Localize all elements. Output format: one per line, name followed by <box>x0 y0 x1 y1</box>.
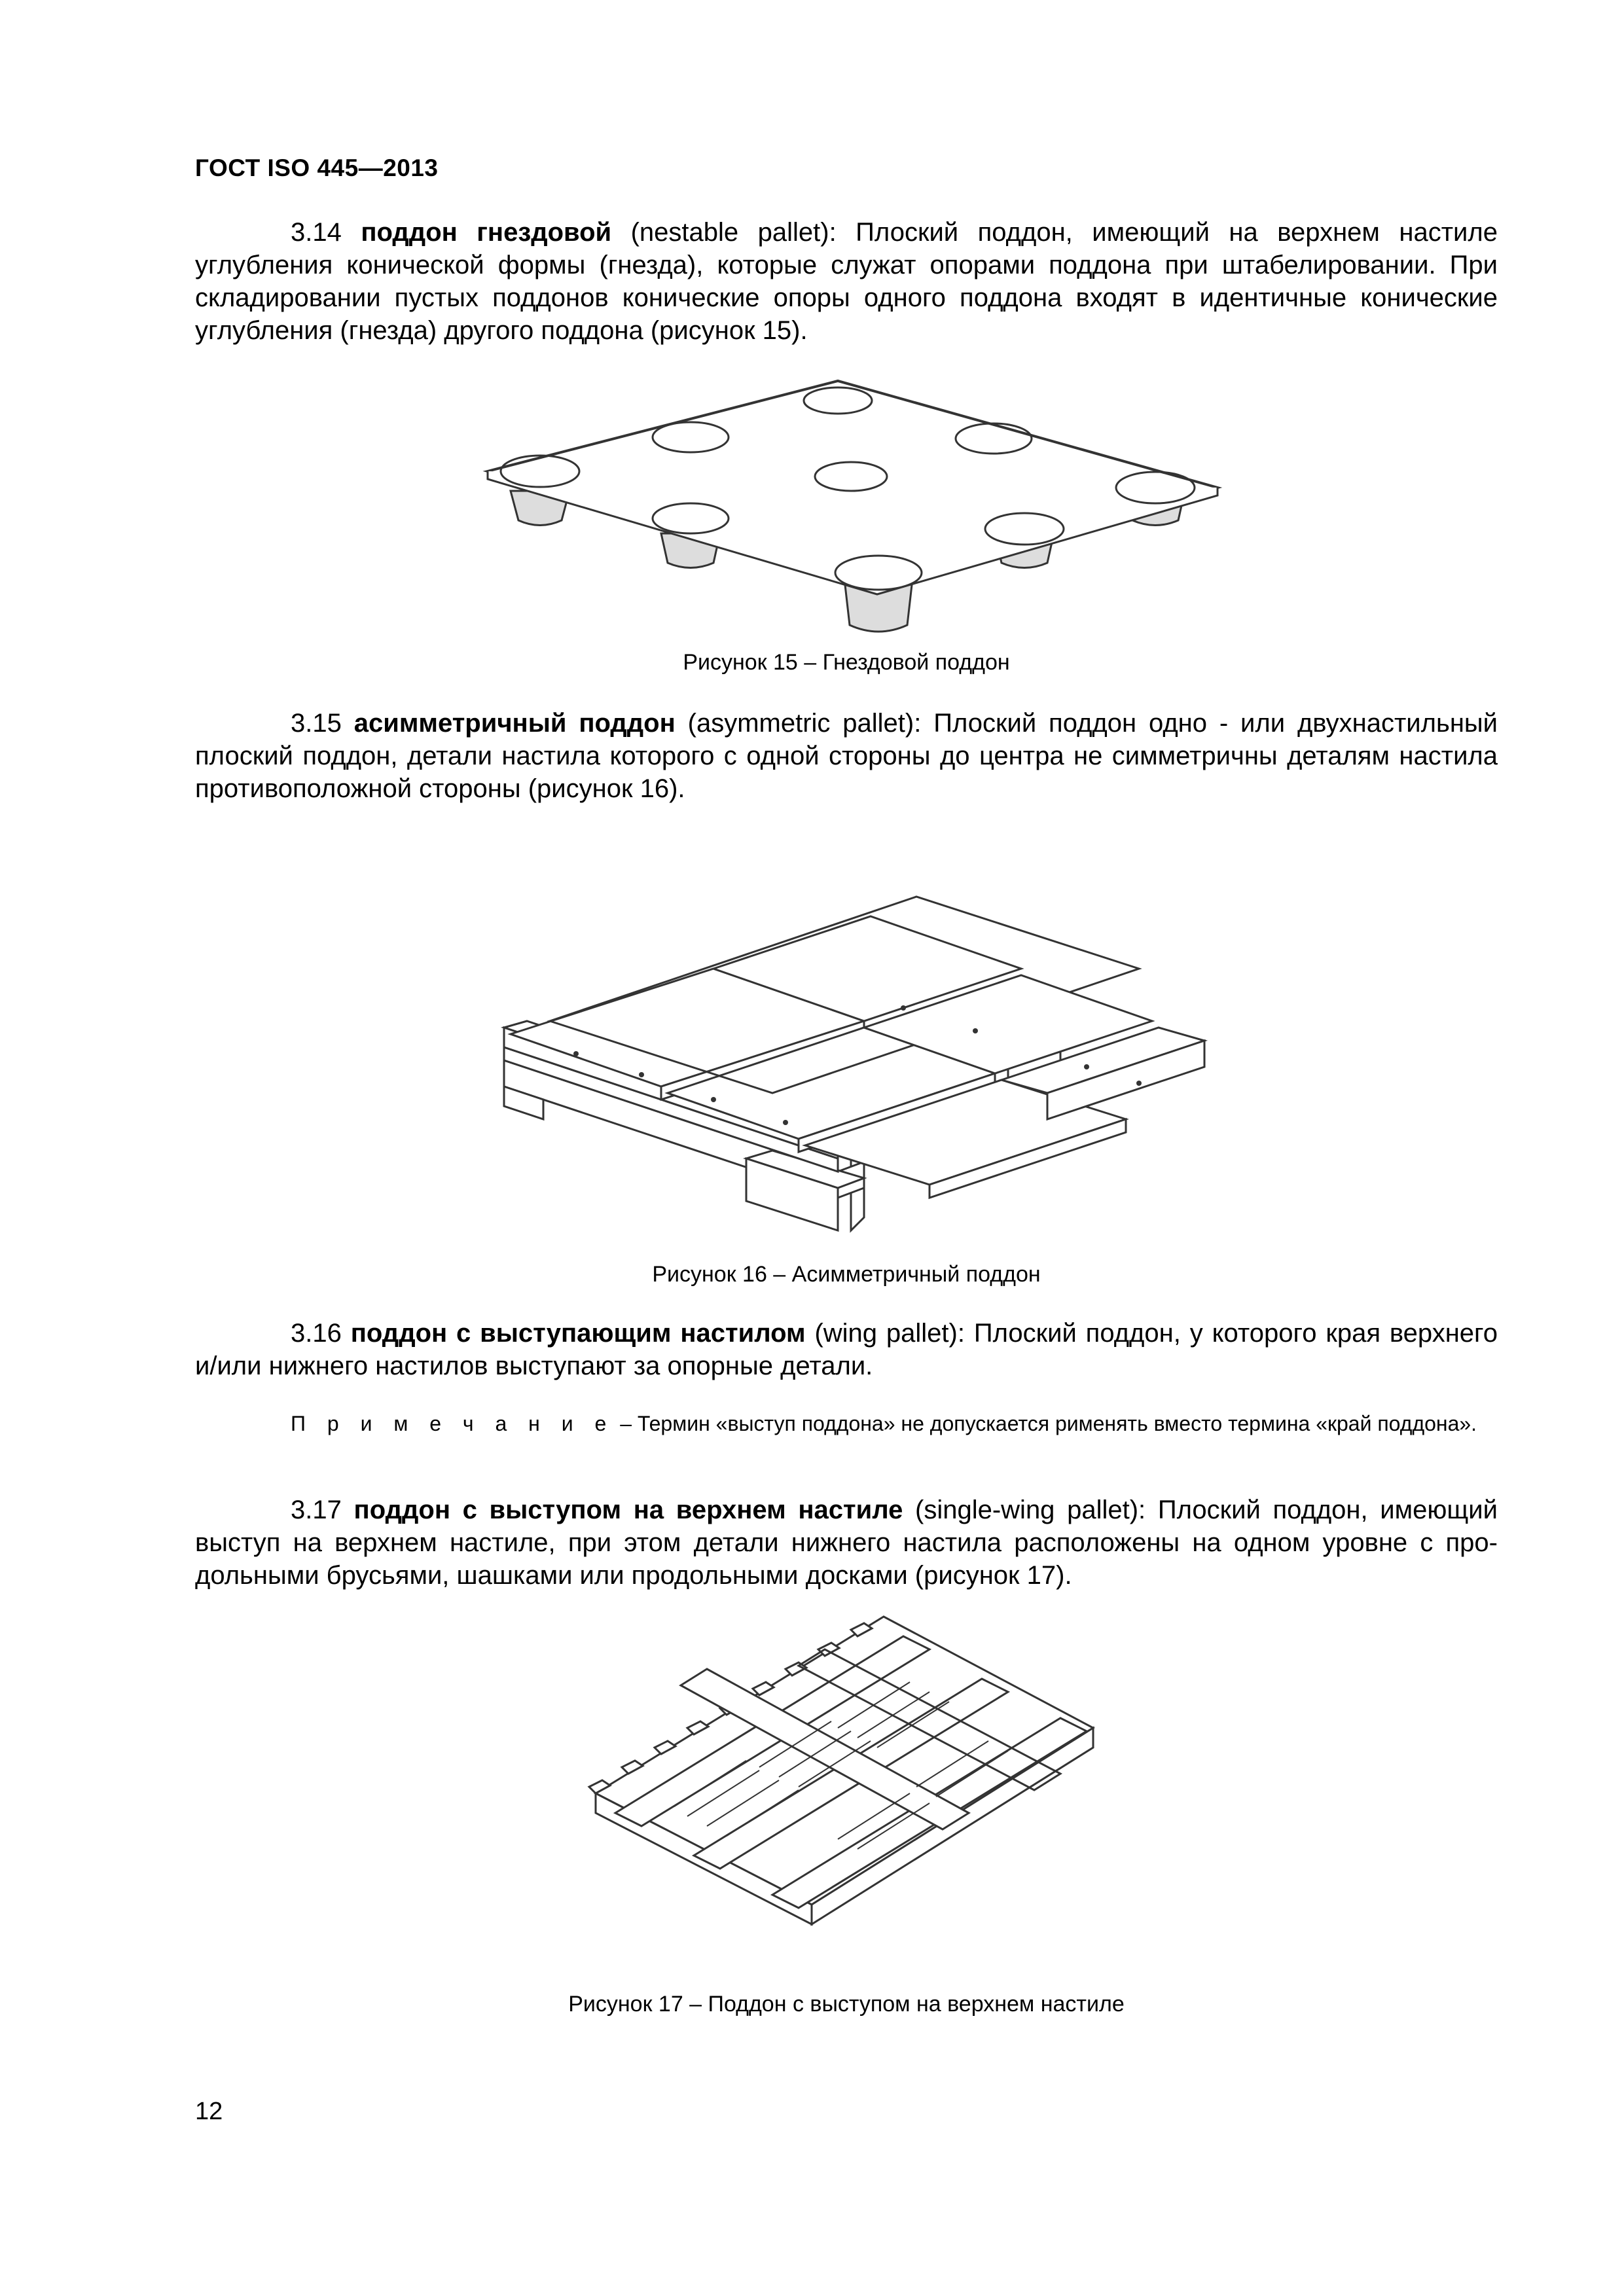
page-number: 12 <box>195 2098 223 2125</box>
section-3-16 <box>195 1317 1498 1382</box>
section-number: 3.15 <box>291 709 342 738</box>
note <box>195 1407 1498 1440</box>
figure-17-caption: Рисунок 17 – Поддон с выступом на верхнем настиле <box>568 1992 1125 2017</box>
term-asymmetric-pallet: асимметричный поддон <box>353 709 676 738</box>
figure-16-asymmetric-pallet <box>497 831 1218 1250</box>
figure-17-single-wing-pallet <box>576 1597 1119 1964</box>
section-text: (asymmetric pallet): Плоский поддон одно - или двухнастильный плоский поддон, детали настила которого с одной стороны до центра не симметричны деталям настила противоположной стороны (рисунок 16). <box>195 709 1498 803</box>
section-text: (single-wing pallet): Плоский поддон, имеющий выступ на верхнем настиле, при этом детали нижнего настила расположены на одном уровне с продольными брусьями, шашками или продольными досками (рисунок 17). <box>195 1496 1498 1590</box>
term-nestable-pallet: поддон гнездовой <box>361 218 612 247</box>
figure-15-nestable-pallet <box>458 367 1231 648</box>
figure-15-caption: Рисунок 15 – Гнездовой поддон <box>683 650 1010 675</box>
section-3-17 <box>195 1494 1498 1592</box>
note-label: П р и м е ч а н и е <box>291 1412 615 1435</box>
section-number: 3.14 <box>291 218 342 247</box>
figure-16-caption: Рисунок 16 – Асимметричный поддон <box>652 1262 1041 1287</box>
section-text: (wing pallet): Плоский поддон, у которого края верхнего и/или нижнего настилов выступают за опорные детали. <box>195 1319 1498 1380</box>
document-header: ГОСТ ISO 445—2013 <box>195 154 439 181</box>
section-3-14 <box>195 216 1498 347</box>
note-text: – Термин «выступ поддона» не допускается рименять вместо термина «край поддона». <box>614 1412 1477 1435</box>
section-number: 3.16 <box>291 1319 342 1348</box>
section-number: 3.17 <box>291 1496 342 1524</box>
section-3-15 <box>195 707 1498 805</box>
term-wing-pallet: поддон с выступающим настилом <box>350 1319 806 1348</box>
term-single-wing-pallet: поддон с выступом на верхнем настиле <box>353 1496 903 1524</box>
section-text: (nestable pallet): Плоский поддон, имеющий на верхнем настиле углубления конической формы (гнезда), которые служат опорами поддона при штабелировании. При складировании пустых поддонов конические опоры одного поддона входят в идентичные конические углубления (гнезда) другого поддона (рисунок 15). <box>195 218 1498 345</box>
